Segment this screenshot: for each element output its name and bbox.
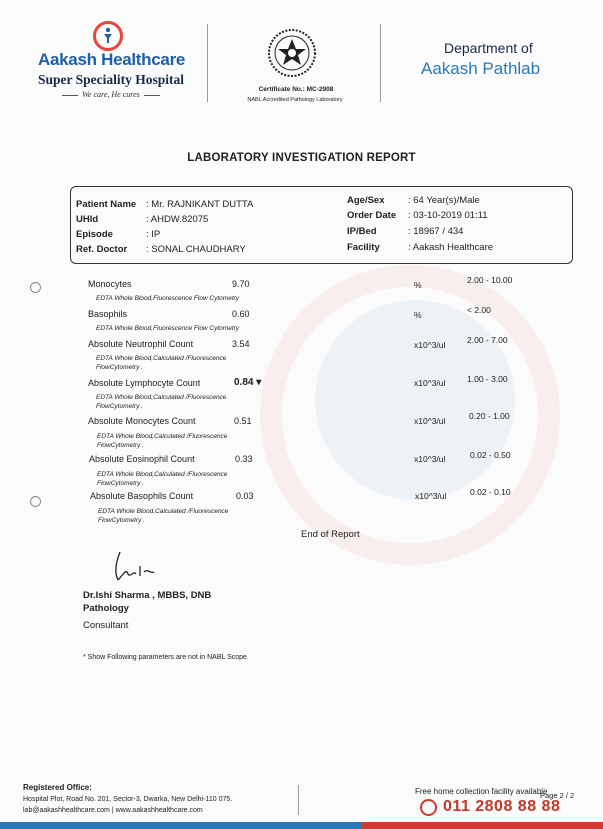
test-unit: x10^3/ul (414, 340, 446, 350)
test-method: EDTA Whole Blood,Calculated /Fluorescence FlowCytometry . (98, 508, 229, 524)
test-name: Absolute Eosinophil Count (89, 454, 195, 464)
home-collection-text: Free home collection facility available (415, 787, 548, 796)
test-value: 0.33 (235, 454, 253, 464)
episode-label: Episode (76, 229, 113, 240)
hospital-name: Super Speciality Hospital (38, 72, 185, 87)
department-label: Department of (444, 40, 533, 56)
patient-name: : Mr. RAJNIKANT DUTTA (146, 199, 254, 210)
test-unit: x10^3/ul (415, 491, 447, 501)
phone-icon (420, 799, 437, 816)
order-date-label: Order Date (347, 210, 397, 221)
test-method: EDTA Whole Blood,Calculated /Fluorescence FlowCytometry . (97, 433, 228, 449)
phone-number: 011 2808 88 88 (443, 798, 561, 815)
pathologist-title: Consultant (83, 620, 129, 631)
order-date-value: : 03-10-2019 01:11 (408, 210, 488, 221)
header-divider (380, 24, 381, 102)
test-unit: x10^3/ul (414, 454, 446, 464)
reference-range: 2.00 - 7.00 (467, 335, 508, 345)
reference-range: < 2.00 (467, 305, 491, 315)
accreditation-text: NABL Accredited Pathology Laboratory (247, 97, 343, 103)
uhid-label: UHId (76, 214, 99, 225)
test-value: 9.70 (232, 279, 250, 289)
pathologist-qualification: Dr.Ishi Sharma , MBBS, DNB (83, 590, 212, 601)
age-sex-value: : 64 Year(s)/Male (408, 195, 480, 206)
patient-name-label: Patient Name (76, 199, 137, 210)
facility-value: : Aakash Healthcare (408, 242, 494, 253)
certificate-number: Certificate No.: MC-2908 (258, 86, 334, 93)
reference-range: 0.20 - 1.00 (469, 411, 510, 421)
report-title: LABORATORY INVESTIGATION REPORT (187, 152, 416, 164)
ref-doctor-value: : SONAL CHAUDHARY (146, 244, 246, 255)
registered-office-label: Registered Office: (23, 783, 92, 792)
footer-color-bar (0, 822, 603, 829)
nabl-scope-note: * Show Following parameters are not in NABL Scope. (83, 654, 249, 661)
header-divider (207, 24, 208, 102)
test-value: 0.60 (232, 309, 250, 319)
test-name: Absolute Monocytes Count (88, 416, 196, 426)
test-method: EDTA Whole Blood,Calculated /Fluorescence FlowCytometry . (96, 355, 227, 371)
punch-hole (30, 496, 41, 507)
test-unit: % (414, 280, 422, 290)
episode-value: : IP (146, 229, 161, 240)
age-sex-label: Age/Sex (347, 195, 385, 206)
footer-divider (298, 785, 299, 815)
reference-range: 1.00 - 3.00 (467, 374, 508, 384)
ref-doctor-label: Ref. Doctor (76, 244, 128, 255)
test-value: 0.03 (236, 491, 254, 501)
test-method: EDTA Whole Blood,Fluorescence Flow Cytometry (96, 295, 240, 302)
ip-bed-label: IP/Bed (347, 226, 377, 237)
watermark-figure (315, 300, 515, 500)
pathlab-name: Aakash Pathlab (421, 59, 541, 78)
test-unit: % (414, 310, 422, 320)
uhid-value: : AHDW.82075 (146, 214, 209, 225)
test-value: 3.54 (232, 339, 250, 349)
pathologist-name (83, 590, 211, 615)
facility-label: Facility (347, 242, 380, 253)
test-method: EDTA Whole Blood,Fluorescence Flow Cytometry (96, 325, 240, 332)
registered-address: Hospital Plot, Road No. 201, Sector-3, Dwarka, New Delhi-110 075. (23, 796, 233, 803)
brand-name: Aakash Healthcare (38, 50, 186, 69)
contact-links: lab@aakashhealthcare.com | www.aakashhealthcare.com (23, 807, 203, 814)
test-name: Monocytes (88, 279, 132, 289)
reference-range: 0.02 - 0.50 (470, 450, 511, 460)
test-name: Absolute Neutrophil Count (88, 339, 194, 349)
ip-bed-value: : 18967 / 434 (408, 226, 464, 237)
test-unit: x10^3/ul (414, 416, 446, 426)
pathologist-department: Pathology (83, 602, 129, 614)
test-value: 0.51 (234, 416, 252, 426)
test-name: Absolute Basophils Count (90, 491, 194, 501)
test-unit: x10^3/ul (414, 378, 446, 388)
test-method: EDTA Whole Blood,Calculated /Fluorescence FlowCytometry . (97, 471, 228, 487)
reference-range: 0.02 - 0.10 (470, 487, 511, 497)
test-value-flagged: 0.84 ▾ (234, 377, 262, 388)
person-icon (103, 27, 113, 44)
page-number: Page 2 / 2 (540, 791, 575, 800)
end-of-report: End of Report (301, 529, 360, 540)
nabl-seal-icon (267, 28, 317, 78)
reference-range: 2.00 - 10.00 (467, 275, 513, 285)
punch-hole (30, 282, 41, 293)
tagline: We care, He cures (58, 90, 164, 99)
signature-icon (110, 548, 160, 586)
test-name: Absolute Lymphocyte Count (88, 378, 201, 388)
test-method: EDTA Whole Blood,Calculated /Fluorescence FlowCytometry . (96, 394, 227, 410)
test-name: Basophils (88, 309, 128, 319)
